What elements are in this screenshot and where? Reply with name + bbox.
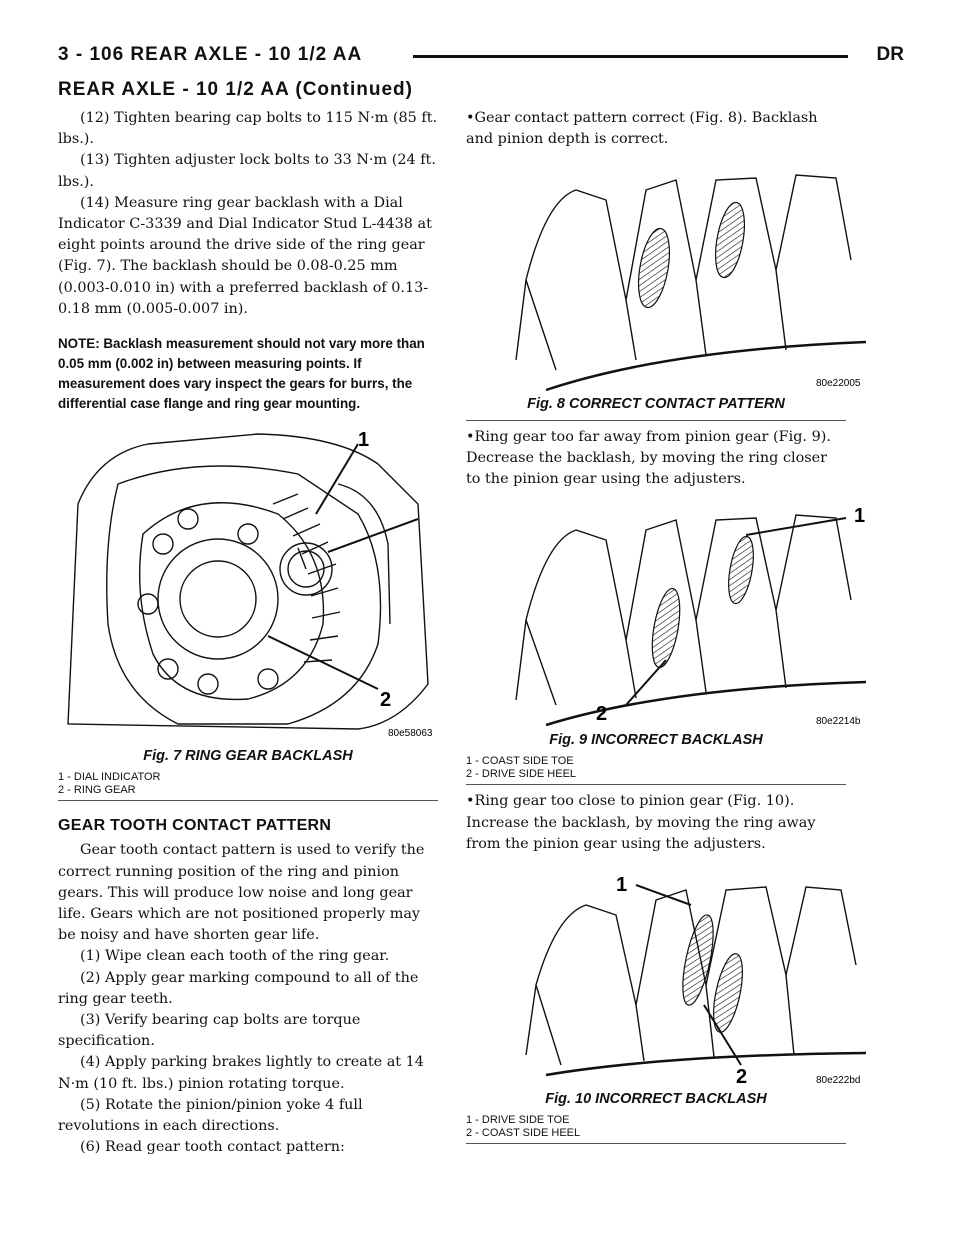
section-intro: Gear tooth contact pattern is used to verify the correct running position of the ring and pinion gears. This will produce low noise and long gear life. Gears which are not positioned properly may be noisy and have shorten gear life. xyxy=(58,842,425,944)
incorrect-backlash-fig10-illustration xyxy=(466,865,876,1087)
fig9-legend-2: 2 - DRIVE SIDE HEEL xyxy=(466,768,577,781)
fig9-callout-2: 2 xyxy=(596,703,608,726)
fig7-legend-1: 1 - DIAL INDICATOR xyxy=(58,771,161,784)
fig10-legend xyxy=(466,1114,846,1143)
step-3: (3) Verify bearing cap bolts are torque specification. xyxy=(58,1012,361,1050)
fig7-code: 80e58063 xyxy=(388,728,433,740)
step-5: (5) Rotate the pinion/pinion yoke 4 full revolutions in each directions. xyxy=(58,1096,363,1135)
page-number-title: 3 - 106 REAR AXLE - 10 1/2 AA xyxy=(58,44,363,65)
continued-title: REAR AXLE - 10 1/2 AA (Continued) xyxy=(58,79,413,100)
left-column xyxy=(58,108,438,1158)
fig10-caption: Fig. 10 INCORRECT BACKLASH xyxy=(545,1091,767,1108)
fig9-caption: Fig. 9 INCORRECT BACKLASH xyxy=(549,732,763,749)
fig9-legend-1: 1 - COAST SIDE TOE xyxy=(466,755,574,768)
step-12: (12) Tighten bearing cap bolts to 115 N·m (85 ft. lbs.). xyxy=(58,110,438,148)
step-6: (6) Read gear tooth contact pattern: xyxy=(80,1139,345,1156)
bullet-correct: •Gear contact pattern correct (Fig. 8). Backlash and pinion depth is correct. xyxy=(466,110,818,148)
section-title: GEAR TOOTH CONTACT PATTERN xyxy=(58,817,332,835)
page-header xyxy=(58,44,904,74)
fig10-callout-1: 1 xyxy=(616,874,628,897)
fig9-callout-1: 1 xyxy=(854,505,866,528)
bullet-too-far: •Ring gear too far away from pinion gear (Fig. 9). Decrease the backlash, by moving the ring closer to the pinion gear using the adjusters. xyxy=(466,428,831,488)
fig7-legend-2: 2 - RING GEAR xyxy=(58,784,136,797)
backlash-note: NOTE: Backlash measurement should not vary more than 0.05 mm (0.002 in) between measuring points. If measurement does vary inspect the gears for burrs, the differential case flange and ring gear mounting. xyxy=(58,336,425,412)
fig9-legend xyxy=(466,755,846,784)
fig7-callout-2: 2 xyxy=(380,689,392,712)
right-column xyxy=(466,108,866,1144)
fig10-callout-2: 2 xyxy=(736,1066,748,1088)
fig8-caption: Fig. 8 CORRECT CONTACT PATTERN xyxy=(527,396,785,413)
fig10-code: 80e222bd xyxy=(816,1075,861,1087)
fig7-caption: Fig. 7 RING GEAR BACKLASH xyxy=(143,748,353,765)
fig10-legend-2: 2 - COAST SIDE HEEL xyxy=(466,1127,581,1140)
fig9-code: 80e2214b xyxy=(816,716,861,728)
fig7-legend xyxy=(58,771,438,800)
model-code: DR xyxy=(876,44,904,65)
fig8-figure xyxy=(466,160,861,420)
fig7-callout-1: 1 xyxy=(358,429,370,452)
ring-gear-backlash-illustration xyxy=(58,424,438,744)
step-13: (13) Tighten adjuster lock bolts to 33 N·m (24 ft. lbs.). xyxy=(58,152,436,190)
correct-contact-pattern-illustration xyxy=(466,160,876,392)
incorrect-backlash-fig9-illustration xyxy=(466,500,876,728)
step-14: (14) Measure ring gear backlash with a Dial Indicator C-3339 and Dial Indicator Stud L-4438 at eight points around the drive side of the ring gear (Fig. 7). The backlash should be 0.08-0.25 mm (0.003-0.010 in) with a preferred backlash of 0.13-0.18 mm (0.005-0.007 in). xyxy=(58,194,432,317)
fig7-figure xyxy=(58,424,438,801)
step-1: (1) Wipe clean each tooth of the ring gear. xyxy=(80,948,390,965)
fig8-code: 80e22005 xyxy=(816,378,861,390)
fig10-figure xyxy=(466,865,861,1144)
bullet-too-close: •Ring gear too close to pinion gear (Fig. 10). Increase the backlash, by moving the ring away from the pinion gear using the adjusters. xyxy=(466,793,816,852)
header-rule xyxy=(413,55,848,58)
step-2: (2) Apply gear marking compound to all of the ring gear teeth. xyxy=(58,969,419,1007)
fig9-figure xyxy=(466,500,866,785)
step-4: (4) Apply parking brakes lightly to create at 14 N·m (10 ft. lbs.) pinion rotating torque. xyxy=(58,1054,424,1092)
fig10-legend-1: 1 - DRIVE SIDE TOE xyxy=(466,1114,570,1127)
